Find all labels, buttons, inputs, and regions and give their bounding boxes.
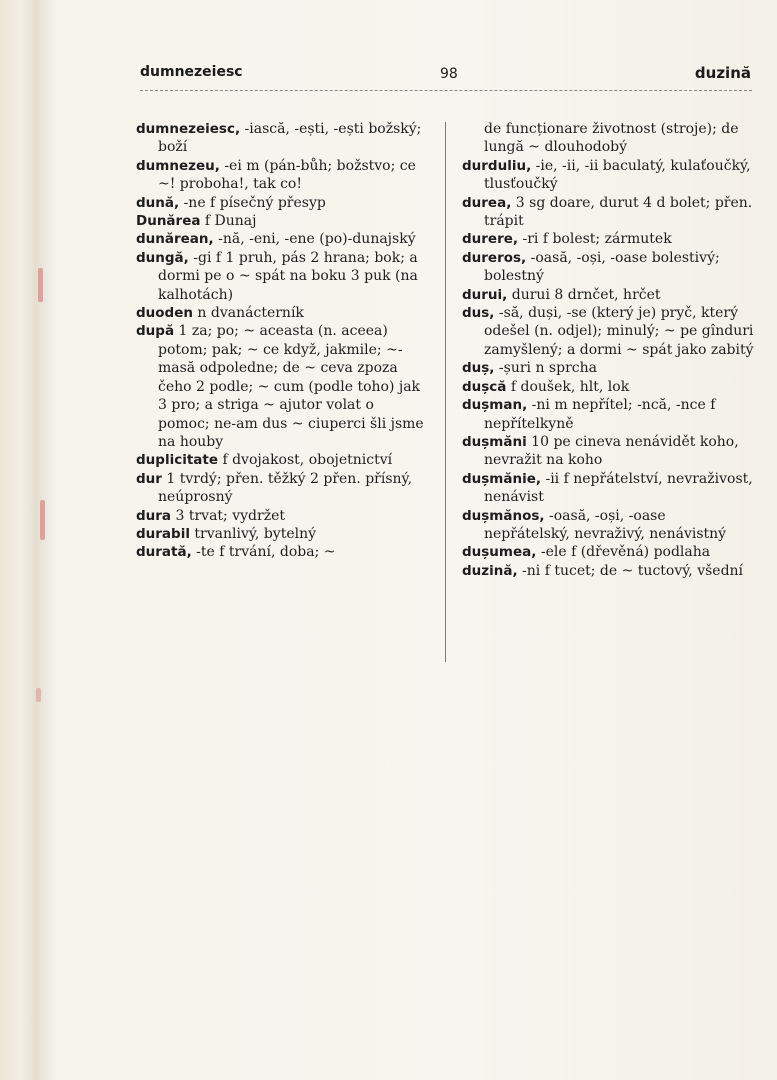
headword: durere, <box>462 231 519 248</box>
dictionary-entry <box>462 470 754 507</box>
page-binding-shadow <box>22 0 56 1080</box>
headword: dușman, <box>462 397 528 414</box>
dictionary-entry <box>462 396 754 433</box>
dictionary-entry <box>462 286 754 304</box>
dictionary-entry <box>136 543 428 561</box>
entry-definition: -ei m (pán-bůh; božstvo; ce ~! proboha!, tak co! <box>158 157 416 193</box>
dictionary-entry <box>462 507 754 544</box>
dictionary-entry <box>136 451 428 469</box>
headword: dușmănie, <box>462 470 542 487</box>
entry-definition: -ri f bolest; zármutek <box>518 231 672 248</box>
dictionary-entry <box>136 322 428 451</box>
dictionary-entry <box>136 194 428 212</box>
entry-definition: n dvanácterník <box>192 305 304 322</box>
dictionary-entry <box>462 433 754 470</box>
headword: dușumea, <box>462 544 537 561</box>
margin-mark <box>40 500 45 540</box>
entry-definition: -ne f písečný přesyp <box>179 194 326 211</box>
entry-definition: 10 pe cineva nenávidět koho, nevražit na koho <box>484 433 739 469</box>
entry-definition: -ni f tucet; de ~ tuctový, všední <box>517 562 744 579</box>
entry-definition: -șuri n sprcha <box>494 360 597 377</box>
dictionary-entry <box>136 249 428 304</box>
headword: dura <box>136 507 172 524</box>
headword: dușmănos, <box>462 507 545 524</box>
entry-definition: 3 trvat; vydržet <box>171 507 285 524</box>
entry-definition: -nă, -eni, -ene (po)-dunajský <box>213 231 416 248</box>
headword: dumnezeiesc, <box>136 121 241 137</box>
headword: Dunărea <box>136 213 201 230</box>
dictionary-entry <box>136 507 428 525</box>
column-divider <box>445 122 446 662</box>
guide-word-right: duzină <box>694 64 751 82</box>
entry-definition: -oasă, -oși, -oase nepřátelský, nevraživý, nenávistný <box>484 507 727 542</box>
dictionary-entry <box>462 120 754 157</box>
headword: dungă, <box>136 249 189 266</box>
headword: duzină, <box>462 562 518 579</box>
headword: dună, <box>136 194 180 211</box>
headword: durabil <box>136 525 190 542</box>
margin-mark <box>36 688 41 702</box>
entry-definition: 3 sg doare, durut 4 d bolet; přen. trápit <box>484 194 753 230</box>
entry-definition: -ni m nepřítel; -ncă, -nce f nepřítelkyně <box>484 397 716 432</box>
headword: duoden <box>136 305 193 322</box>
entry-definition: -ele f (dřevěná) podlaha <box>536 544 711 561</box>
headword: după <box>136 323 175 340</box>
entry-definition: -ie, -ii, -ii baculatý, kulaťoučký, tlusťoučký <box>484 157 751 193</box>
headword: dus, <box>462 305 495 322</box>
dictionary-entry <box>136 230 428 248</box>
headword: duplicitate <box>136 452 218 469</box>
headword: dumnezeu, <box>136 157 220 174</box>
headword: duș, <box>462 360 495 377</box>
entry-definition: durui 8 drnčet, hrčet <box>507 286 661 303</box>
headword: dur <box>136 470 162 487</box>
entry-definition: -ii f nepřátelství, nevraživost, nenávist <box>484 470 753 506</box>
right-column <box>462 120 754 580</box>
entry-definition: 1 tvrdý; přen. těžký 2 přen. přísný, neúprosný <box>158 470 413 506</box>
headword: durea, <box>462 194 512 211</box>
dictionary-entry <box>462 249 754 286</box>
entry-definition: -oasă, -oși, -oase bolestivý; bolestný <box>484 249 720 285</box>
headword: dușcă <box>462 378 507 395</box>
entry-definition: -gi f 1 pruh, pás 2 hrana; bok; a dormi pe o ~ spát na boku 3 puk (na kalhotách) <box>158 249 418 303</box>
margin-mark <box>38 268 43 302</box>
entry-definition: f Dunaj <box>200 213 257 230</box>
dictionary-entry <box>136 525 428 543</box>
dictionary-entry <box>462 230 754 248</box>
guide-word-left: dumnezeiesc <box>140 64 243 80</box>
entry-definition: -iască, -ești, -ești božský; boží <box>158 121 422 156</box>
entry-definition: -te f trvání, doba; ~ <box>191 544 336 561</box>
entry-definition: de funcționare životnost (stroje); de lungă ~ dlouhodobý <box>484 121 739 156</box>
dictionary-entry <box>462 304 754 359</box>
headword: dureros, <box>462 249 527 266</box>
dictionary-entry <box>136 157 428 194</box>
entry-definition: f doušek, hlt, lok <box>506 378 630 395</box>
dictionary-entry <box>136 304 428 322</box>
headword: dunărean, <box>136 231 214 248</box>
dictionary-entry <box>462 378 754 396</box>
headword: dușmăni <box>462 433 527 450</box>
entry-definition: f dvojakost, obojetnictví <box>218 452 393 469</box>
entry-definition: 1 za; po; ~ aceasta (n. aceea) potom; pak; ~ ce když, jakmile; ~-masă odpoledne; de ~ ceva zpoza čeho 2 podle; ~ cum (podle toho) jak 3 pro; a striga ~ ajutor volat o pomoc; ne-am dus ~ ciuperci šli jsme na houby <box>158 323 424 450</box>
dictionary-entry <box>462 543 754 561</box>
dictionary-entry <box>462 157 754 194</box>
headword: durui, <box>462 286 508 303</box>
headword: durată, <box>136 544 192 561</box>
left-column <box>136 120 428 562</box>
headword: durduliu, <box>462 157 532 174</box>
entry-definition: trvanlivý, bytelný <box>189 525 317 542</box>
dictionary-entry <box>462 194 754 231</box>
page-number: 98 <box>440 66 458 82</box>
dictionary-entry <box>136 212 428 230</box>
dictionary-entry <box>462 359 754 377</box>
dictionary-entry <box>462 562 754 580</box>
entry-definition: -să, duși, -se (který je) pryč, který odešel (n. odjel); minulý; ~ pe gînduri zamyšlený; a dormi ~ spát jako zabitý <box>484 305 754 358</box>
header-rule <box>140 90 752 91</box>
dictionary-entry <box>136 470 428 507</box>
dictionary-entry <box>136 120 428 157</box>
